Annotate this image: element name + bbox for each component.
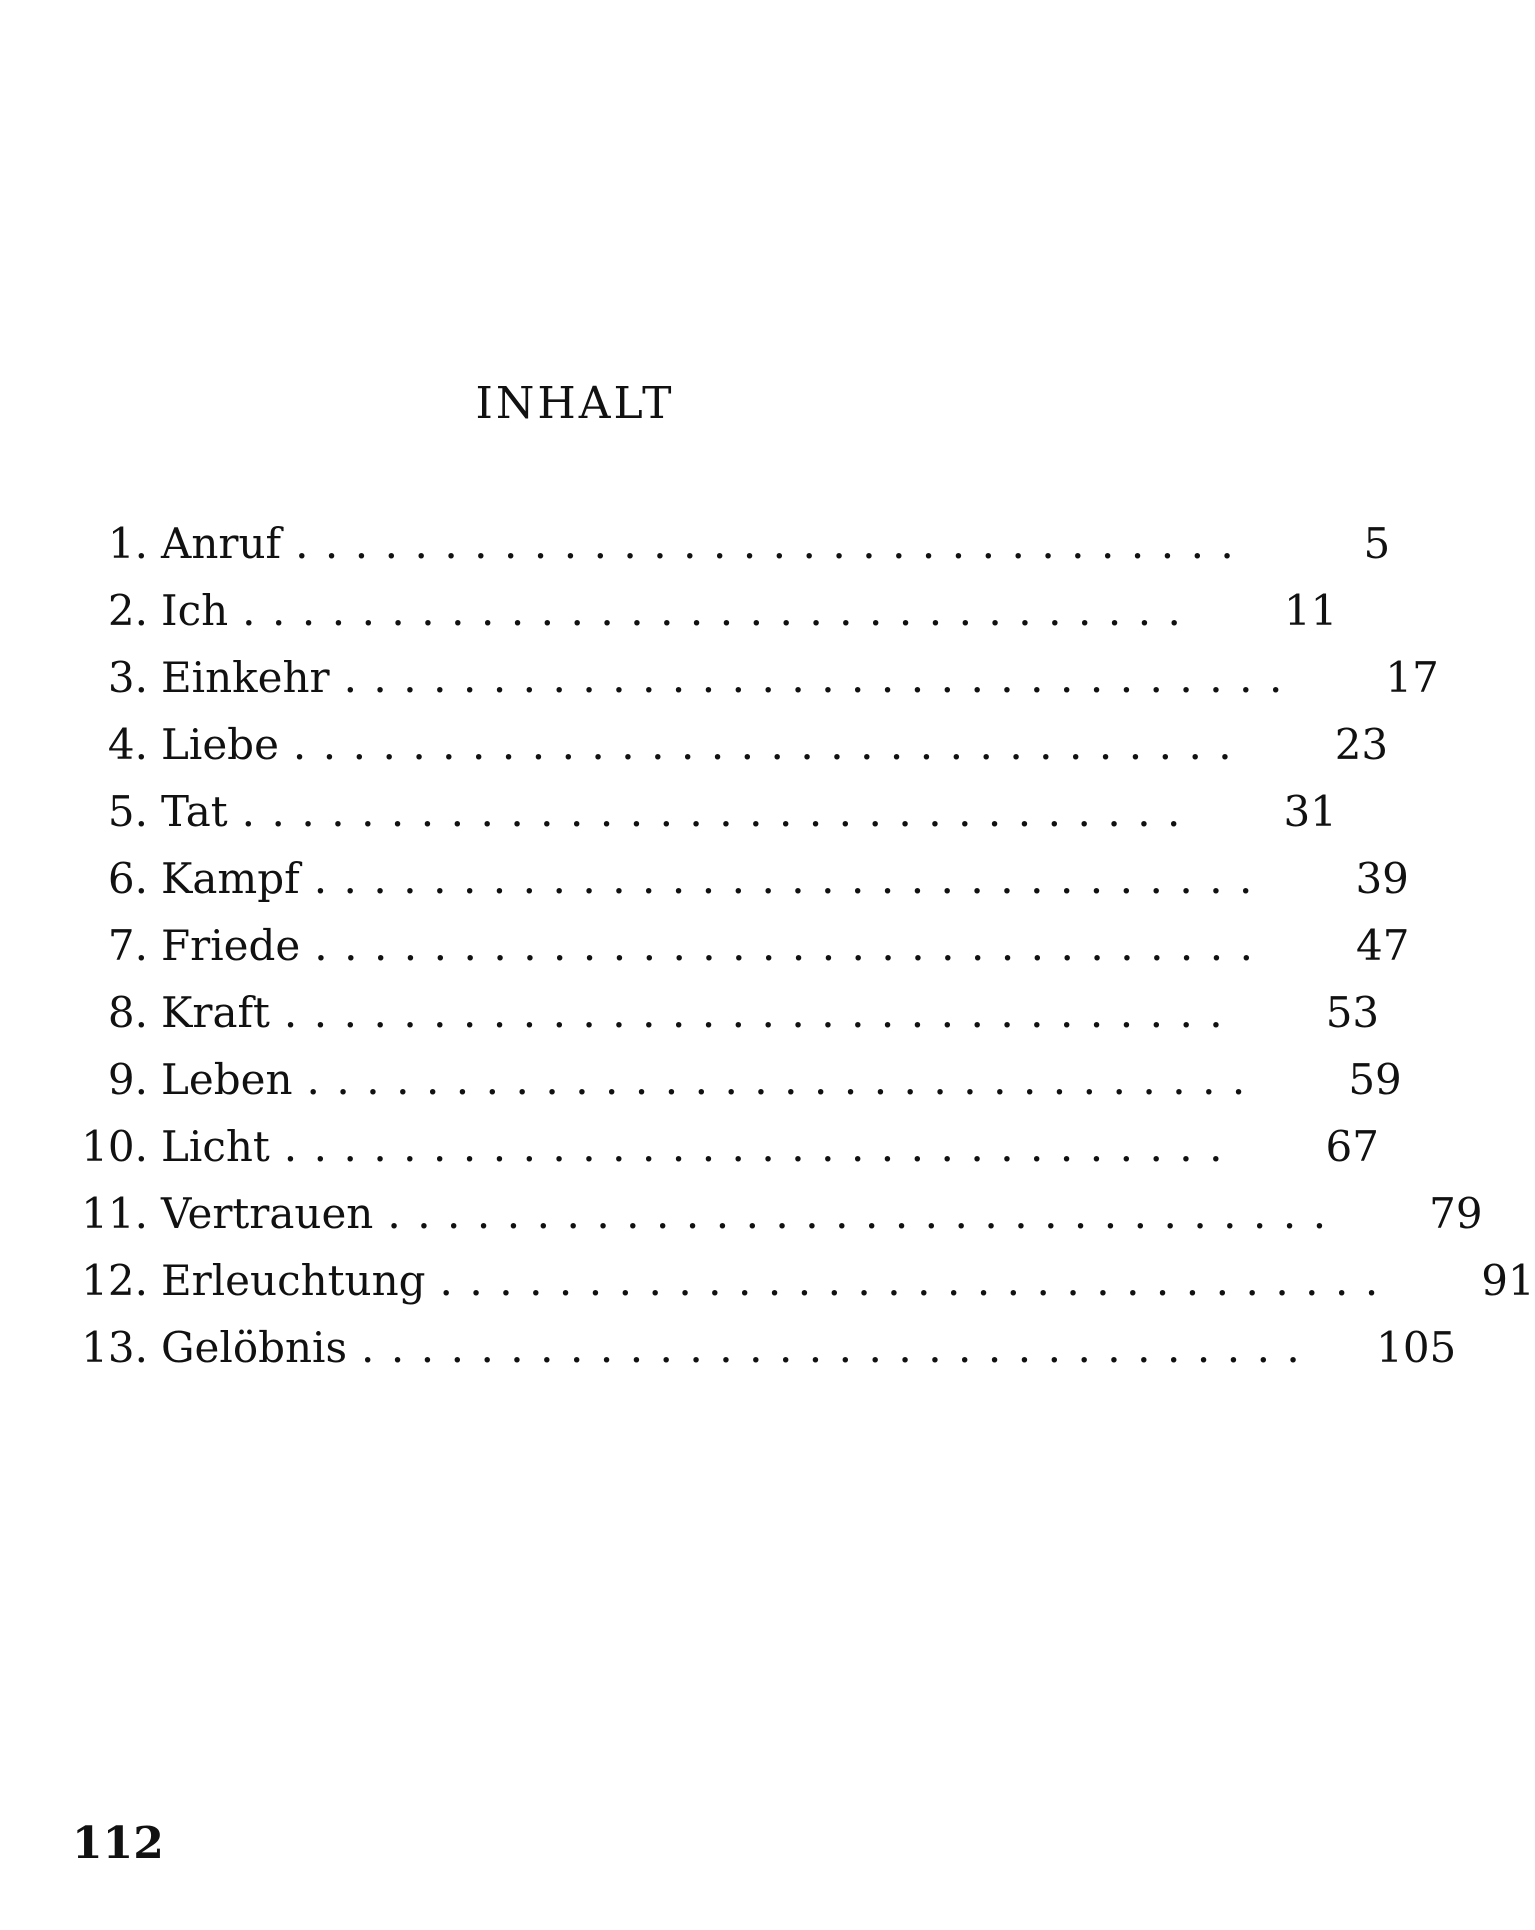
entry-title: Tat bbox=[161, 787, 228, 836]
entry-page-number: 47 bbox=[1356, 921, 1410, 970]
dot-leader: ................................ bbox=[292, 720, 1249, 769]
toc-entry bbox=[60, 711, 1389, 778]
entry-page-number: 31 bbox=[1283, 787, 1337, 836]
entry-page-number: 39 bbox=[1355, 854, 1409, 903]
entry-title: Anruf bbox=[161, 519, 282, 568]
entry-number: 5. bbox=[107, 787, 148, 836]
dot-leader: ................................ bbox=[283, 988, 1240, 1037]
toc-entry bbox=[60, 644, 1439, 711]
entry-title: Kampf bbox=[161, 854, 300, 903]
dot-leader: ................................ bbox=[313, 854, 1269, 903]
entry-number: 1. bbox=[107, 519, 148, 568]
entry-page-number: 59 bbox=[1348, 1055, 1402, 1104]
table-of-contents bbox=[60, 510, 1535, 1381]
entry-title: Friede bbox=[161, 921, 301, 970]
toc-entry bbox=[60, 577, 1338, 644]
entry-number: 7. bbox=[107, 921, 148, 970]
entry-page-number: 67 bbox=[1325, 1122, 1379, 1171]
entry-title: Ich bbox=[161, 586, 229, 635]
toc-entry bbox=[60, 912, 1410, 979]
entry-number: 9. bbox=[107, 1055, 148, 1104]
page-number-footer: 112 bbox=[72, 1818, 164, 1869]
toc-entry bbox=[60, 510, 1391, 577]
dot-leader: ................................ bbox=[387, 1189, 1343, 1238]
entry-page-number: 79 bbox=[1429, 1189, 1483, 1238]
entry-number: 10. bbox=[81, 1122, 148, 1171]
entry-page-number: 105 bbox=[1376, 1323, 1457, 1372]
entry-page-number: 53 bbox=[1325, 988, 1380, 1037]
dot-leader: ................................ bbox=[283, 1122, 1239, 1171]
entry-page-number: 91 bbox=[1481, 1256, 1535, 1305]
entry-number: 8. bbox=[107, 988, 148, 1037]
toc-entry bbox=[60, 979, 1380, 1046]
entry-title: Vertrauen bbox=[161, 1189, 374, 1238]
entry-title: Kraft bbox=[161, 988, 270, 1037]
entry-number: 12. bbox=[81, 1256, 148, 1305]
toc-entry bbox=[60, 1113, 1379, 1180]
entry-number: 3. bbox=[107, 653, 148, 702]
dot-leader: ................................ bbox=[439, 1256, 1395, 1305]
toc-entry bbox=[60, 1046, 1402, 1113]
entry-page-number: 11 bbox=[1283, 586, 1338, 635]
entry-title: Gelöbnis bbox=[161, 1323, 348, 1372]
entry-title: Leben bbox=[161, 1055, 293, 1104]
entry-title: Erleuchtung bbox=[161, 1256, 426, 1305]
dot-leader: ................................ bbox=[295, 519, 1251, 568]
entry-page-number: 17 bbox=[1385, 653, 1439, 702]
entry-number: 13. bbox=[81, 1323, 148, 1372]
entry-number: 6. bbox=[107, 854, 148, 903]
entry-page-number: 5 bbox=[1363, 519, 1391, 568]
entry-title: Licht bbox=[161, 1122, 270, 1171]
dot-leader: ................................ bbox=[242, 586, 1198, 635]
toc-entry bbox=[60, 1247, 1535, 1314]
toc-entry bbox=[60, 778, 1337, 845]
entry-number: 11. bbox=[81, 1189, 148, 1238]
entry-number: 2. bbox=[107, 586, 148, 635]
dot-leader: ................................ bbox=[343, 653, 1299, 702]
entry-title: Einkehr bbox=[161, 653, 330, 702]
dot-leader: ................................ bbox=[361, 1323, 1317, 1372]
toc-heading: INHALT bbox=[475, 378, 675, 429]
dot-leader: ................................ bbox=[314, 921, 1270, 970]
toc-entry bbox=[60, 1180, 1483, 1247]
dot-leader: ................................ bbox=[306, 1055, 1262, 1104]
toc-entry bbox=[60, 1314, 1457, 1381]
toc-entry bbox=[60, 845, 1409, 912]
entry-page-number: 23 bbox=[1334, 720, 1389, 769]
dot-leader: ................................ bbox=[241, 787, 1197, 836]
entry-title: Liebe bbox=[161, 720, 279, 769]
entry-number: 4. bbox=[107, 720, 148, 769]
